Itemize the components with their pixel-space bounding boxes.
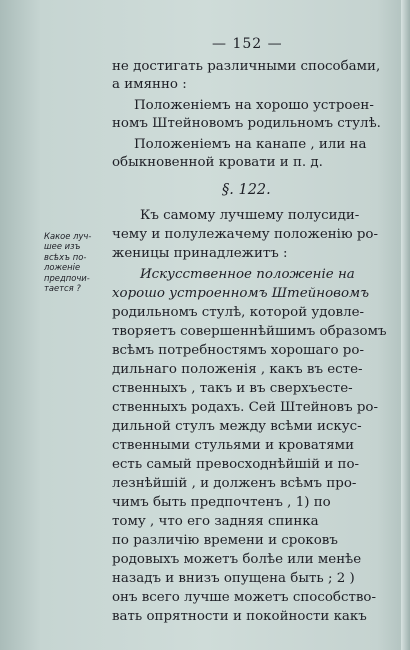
text-line: всѣмъ потребностямъ хорошаго ро- [112,343,364,358]
margin-note-line: ложеніе [44,263,81,274]
text-line: хорошо устроенномъ Штейновомъ [112,286,370,301]
margin-note-line: предпочи- [44,273,90,284]
text-line: не достигать различными способами, [112,59,381,74]
text-line: ственными стульями и кроватями [112,438,355,453]
text-line: родовыхъ можетъ болѣе или менѣе [112,552,362,567]
text-line: лезнѣйшій , и долженъ всѣмъ про- [112,476,357,491]
text-line: Къ самому лучшему полусиди- [140,208,360,223]
text-line: Искусственное положеніе на [140,267,355,282]
text-line: онъ всего лучше можетъ способство- [112,590,376,605]
margin-note-line: шее изъ [44,242,81,253]
text-line: творяетъ совершеннѣйшимъ образомъ [112,324,387,339]
text-line: дильнаго положенія , какъ въ есте- [112,362,363,377]
text-line: назадъ и внизъ опущена быть ; 2 ) [112,571,355,586]
text-line: Положеніемъ на хорошо устроен- [134,98,374,113]
section-heading: §. 122. [222,182,271,198]
text-line: номъ Штейновомъ родильномъ стулѣ. [112,116,381,131]
text-line: ственныхъ родахъ. Сей Штейновъ ро- [112,400,379,415]
text-line: женицы принадлежитъ : [112,246,288,261]
margin-note-line: Какое луч- [44,232,92,242]
text-line: по различію времени и сроковъ [112,533,338,548]
page-number: — 152 — [212,36,283,52]
text-line: есть самый превосходнѣйшій и по- [112,457,360,472]
text-line: а имянно : [112,77,187,92]
text-line: обыкновенной кровати и п. д. [112,155,323,170]
text-line: чимъ быть предпочтенъ , 1) по [112,495,331,510]
text-line: дильной стулъ между всѣми искус- [112,419,362,434]
text-line: тому , что его задняя спинка [112,514,319,529]
margin-note-line: тается ? [44,284,81,295]
text-line: родильномъ стулѣ, которой удовле- [112,305,365,320]
text-line: Положеніемъ на канапе , или на [134,137,367,152]
text-line: вать опрятности и покойности какъ [112,609,367,624]
margin-note-line: всѣхъ по- [44,252,87,263]
page-edge [401,0,410,650]
text-line: ственныхъ , такъ и въ сверхъесте- [112,381,353,396]
text-line: чему и полулежачему положенію ро- [112,227,379,242]
